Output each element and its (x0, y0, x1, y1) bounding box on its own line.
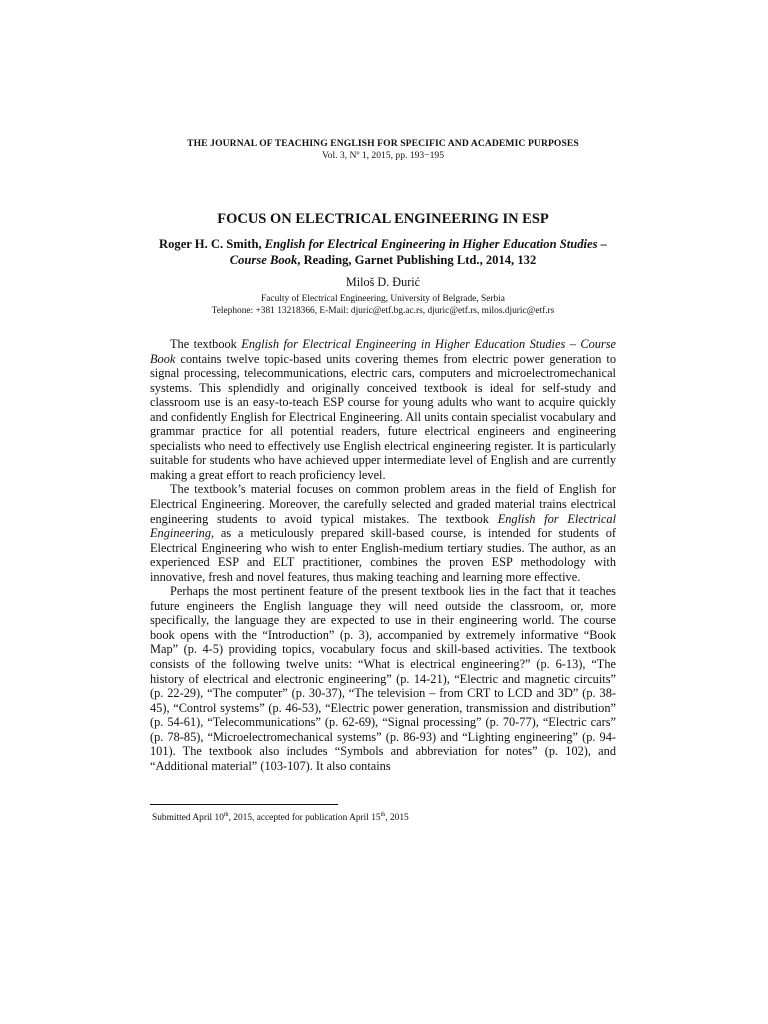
footnote-divider (150, 804, 338, 805)
book-title-italic: English for Electrical Engineering (150, 511, 616, 541)
reviewer-name: Miloš D. Đurić (345, 275, 421, 289)
affiliation-institution: Faculty of Electrical Engineering, University of Belgrade, Serbia (261, 294, 505, 304)
affiliation-block (150, 294, 616, 317)
book-publisher: , Reading, Garnet Publishing Ltd., 2014, 132 (297, 253, 537, 267)
book-title: English for Electrical Engineering in Higher Education Studies – Course Book (229, 237, 607, 267)
affiliation-contact: Telephone: +381 13218366, E-Mail: djuric@etf.bg.ac.rs, djuric@etf.rs, milos.djuric@etf.rs (211, 305, 555, 316)
journal-volume-info: Vol. 3, Nº 1, 2015, pp. 193−195 (321, 150, 444, 161)
paragraph-1: The textbook English for Electrical Engineering in Higher Education Studies – Course Book contains twelve topic-based units covering themes from electric power generation to signal processing, telecommunications, electric cars, computers and microelectromechanical systems. This splendidly and originally conceived textbook is ideal for self-study and classroom use is an easy-to-teach ESP course for young adults who want to acquire quickly and confidently English for Electrical Engineering. All units contain specialist vocabulary and grammar practice for all potential readers, future electrical engineers and engineering specialists who need to effectively use English electrical engineering register. It is particularly suitable for students who have achieved upper intermediate level of English and are currently making a great effort to reach proficiency level. (150, 337, 616, 482)
paragraph-2: The textbook’s material focuses on common problem areas in the field of English for Electrical Engineering. Moreover, the carefully selected and graded material trains electrical engineering students to avoid typical mistakes. The textbook English for Electrical Engineering, as a meticulously prepared skill-based course, is intended for students of Electrical Engineering who wish to enter English-medium tertiary studies. The author, as an experienced ESP and ELT practitioner, combines the proven ESP methodology with innovative, fresh and novel features, thus making teaching and learning more effective. (150, 482, 616, 584)
footnote: Submitted April 10th, 2015, accepted for publication April 15th, 2015 (152, 811, 409, 823)
paragraph-3: Perhaps the most pertinent feature of the present textbook lies in the fact that it teaches future engineers the English language they will need outside the classroom, or, more specifically, the language they are expected to use in their engineering world. The course book opens with the “Introduction” (p. 3), accompanied by extremely informative “Book Map” (p. 4-5) providing topics, vocabulary focus and skill-based activities. The textbook consists of the following twelve units: “What is electrical engineering?” (p. 6-13), “The history of electrical and electronic engineering” (p. 14-21), “Electric and magnetic circuits” (p. 22-29), “The computer” (p. 30-37), “The television – from CRT to LCD and 3D” (p. 38-45), “Control systems” (p. 46-53), “Electric power generation, transmission and distribution” (p. 54-61), “Telecommunications” (p. 62-69), “Signal processing” (p. 70-77), “Electric cars” (p. 78-85), “Microelectromechanical systems” (p. 86-93) and “Lighting engineering” (p. 94-101). The textbook also includes “Symbols and abbreviation for notes” (p. 102), and “Additional material” (103-107). It also contains (150, 584, 616, 773)
article-title: FOCUS ON ELECTRICAL ENGINEERING IN ESP (217, 211, 549, 227)
book-title-italic: English for Electrical Engineering in Higher Education Studies – Course Book (150, 337, 616, 366)
article-body (150, 337, 616, 773)
journal-title: THE JOURNAL OF TEACHING ENGLISH FOR SPECIFIC AND ACADEMIC PURPOSES (187, 138, 579, 149)
book-author: Roger H. C. Smith, (159, 237, 265, 251)
book-citation (150, 236, 616, 268)
